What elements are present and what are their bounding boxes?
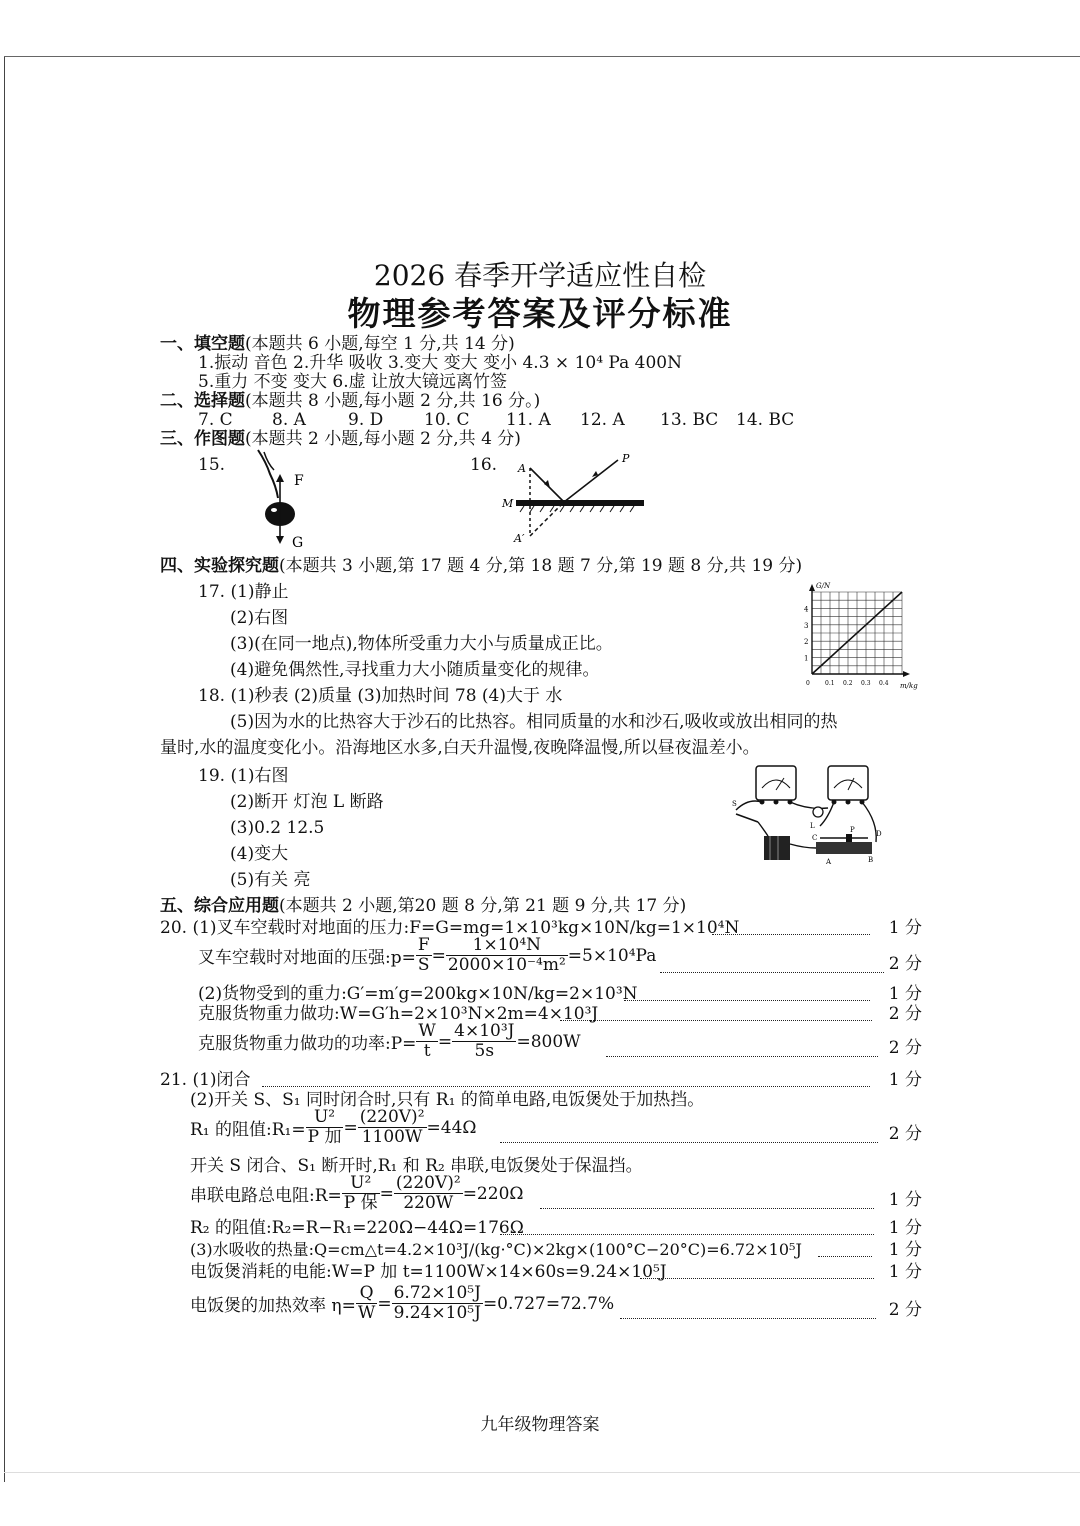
dot-leader: [560, 1008, 872, 1021]
section-3-header: 三、作图题(本题共 2 小题,每小题 2 分,共 4 分): [160, 429, 521, 449]
score: 2 分: [888, 954, 922, 974]
arrowhead: [544, 480, 550, 488]
apple-highlight: [271, 508, 277, 512]
section-1-answers-line2: 5.重力 不变 变大 6.虚 让放大镜远离竹签: [198, 372, 508, 392]
score: 2 分: [888, 1038, 922, 1058]
q21-total-resistance-formula: 串联电路总电阻:R= $\frac{\text{U²}}{\text{P 保}}$ = $\frac{\text{(220V)²}}{220W}$ =220Ω: [190, 1173, 524, 1213]
wire: [790, 802, 828, 808]
dot-leader: [712, 922, 870, 935]
dot-leader: [500, 1130, 878, 1143]
x-tick-label: 0.1: [825, 680, 835, 687]
circuit-label-d: D: [876, 830, 882, 838]
dot-leader: [624, 988, 870, 1001]
y-axis-arrow: [809, 584, 815, 591]
q21-r1-formula: R₁ 的阻值:R₁= $\frac{\text{U²}}{\text{P 加}}$ = $\frac{\text{(220V)²}}{1100W}$ =44Ω: [190, 1107, 477, 1147]
answer-item: 10. C: [424, 410, 470, 430]
q18-line2: (5)因为水的比热容大于沙石的比热容。相同质量的水和沙石,吸收或放出相同的热: [230, 712, 838, 732]
section-1-answers-line1: 1.振动 音色 2.升华 吸收 3.变大 变大 变小 4.3 × 10⁴ Pa 400N: [198, 353, 682, 373]
mirror-m-label: M: [502, 497, 514, 510]
y-tick-label: 4: [804, 605, 809, 614]
dot-leader: [262, 1074, 870, 1087]
score: 1 分: [888, 984, 922, 1004]
score: 1 分: [888, 1218, 922, 1238]
answer-item: 13. BC: [660, 410, 719, 430]
force-g-label: G: [292, 535, 304, 551]
section-4-header: 四、实验探究题(本题共 3 小题,第 17 题 4 分,第 18 题 7 分,第 19 题 8 分,共 19 分): [160, 556, 803, 576]
circuit-label-p: P: [850, 826, 855, 834]
q19-line3: (3)0.2 12.5: [230, 818, 325, 838]
circuit-diagram: [728, 762, 898, 872]
fig16-mirror-diagram: [494, 450, 654, 546]
answer-item: 11. A: [506, 410, 551, 430]
q17-line3: (3)(在同一地点),物体所受重力大小与质量成正比。: [230, 634, 613, 654]
x-axis-label: m/kg: [900, 682, 918, 690]
dot-leader: [500, 1222, 874, 1235]
dot-leader: [620, 1306, 876, 1319]
q21-efficiency-formula: 电饭煲的加热效率 η= $\frac{Q}{W}$ = $\frac{\text{6.72×10⁵J}}{\text{9.24×10⁵J}}$ =0.727=72.7%: [190, 1283, 615, 1323]
answer-item: 9. D: [348, 410, 384, 430]
voltmeter-icon: [756, 766, 796, 800]
dot-leader: [818, 1244, 872, 1257]
q20-power-formula: 克服货物重力做功的功率:P= $\frac{W}{t}$ = $\frac{\text{4×10³J}}{5s}$ =800W: [198, 1021, 581, 1061]
fig15-force-diagram: [250, 448, 330, 552]
section-5-header: 五、综合应用题(本题共 2 小题,第20 题 8 分,第 21 题 9 分,共 17 分): [160, 896, 687, 916]
circuit-label-b: B: [868, 856, 874, 864]
section-1-header: 一、填空题(本题共 6 小题,每空 1 分,共 14 分): [160, 334, 515, 354]
circuit-label-s: S: [732, 800, 737, 808]
score: 2 分: [888, 1300, 922, 1320]
g-m-graph: [800, 578, 928, 692]
answer-key-title: 物理参考答案及评分标准: [347, 294, 733, 333]
y-tick-label: 1: [804, 654, 809, 663]
point-a-label: A: [518, 462, 526, 475]
point-p-label: P: [622, 452, 630, 465]
circuit-label-c: C: [812, 834, 818, 842]
score: 1 分: [888, 1190, 922, 1210]
q21-line7: (3)水吸收的热量:Q=cm△t=4.2×10³J/(kg·°C)×2kg×(100°C−20°C)=6.72×10⁵J: [190, 1240, 802, 1259]
q21-line2: (2)开关 S、S₁ 同时闭合时,只有 R₁ 的简单电路,电饭煲处于加热挡。: [190, 1090, 705, 1110]
branch-line: [258, 450, 278, 498]
page-border-bottom: [4, 1472, 1080, 1473]
battery-icon: [764, 836, 790, 860]
reflected-ray: [564, 460, 618, 502]
dot-leader: [660, 960, 884, 973]
dot-leader: [540, 1196, 874, 1209]
q19-line1: 19. (1)右图: [198, 766, 289, 786]
y-tick-label: 3: [804, 621, 809, 630]
page-border-top: [4, 56, 1080, 57]
q17-line4: (4)避免偶然性,寻找重力大小随质量变化的规律。: [230, 660, 600, 680]
force-f-label: F: [294, 473, 304, 489]
dot-leader: [640, 1266, 874, 1279]
q19-line4: (4)变大: [230, 844, 289, 864]
x-tick-label: 0.2: [843, 680, 853, 687]
q21-line8: 电饭煲消耗的电能:W=P 加 t=1100W×14×60s=9.24×10⁵J: [190, 1262, 667, 1282]
q19-line5: (5)有关 亮: [230, 870, 311, 890]
mirror-surface: [516, 500, 644, 506]
q18-line1: 18. (1)秒表 (2)质量 (3)加热时间 78 (4)大于 水: [198, 686, 563, 706]
question-16-label: 16.: [470, 455, 498, 475]
question-15-label: 15.: [198, 455, 226, 475]
q21-line4: 开关 S 闭合、S₁ 断开时,R₁ 和 R₂ 串联,电饭煲处于保温挡。: [190, 1156, 643, 1176]
circuit-label-a: A: [826, 858, 832, 866]
score: 2 分: [888, 1124, 922, 1144]
q18-line3: 量时,水的温度变化小。沿海地区水多,白天升温慢,夜晚降温慢,所以昼夜温差小。: [160, 738, 760, 758]
y-tick-label: 2: [804, 638, 809, 647]
wire: [736, 801, 762, 810]
q20-line4: 克服货物重力做功:W=G′h=2×10³N×2m=4×10³J: [198, 1004, 599, 1024]
arrowhead: [276, 536, 284, 544]
ammeter-icon: [828, 766, 868, 800]
q17-line1: 17. (1)静止: [198, 582, 289, 602]
answer-item: 12. A: [580, 410, 625, 430]
switch-icon: [736, 814, 758, 822]
q21-line6: R₂ 的阻值:R₂=R−R₁=220Ω−44Ω=176Ω: [190, 1218, 524, 1238]
wire: [790, 844, 816, 848]
x-tick-label: 0: [806, 680, 810, 687]
slider-icon: [846, 834, 852, 842]
x-tick-label: 0.4: [879, 680, 889, 687]
arrowhead: [276, 474, 284, 482]
wire: [862, 802, 876, 842]
q19-line2: (2)断开 灯泡 L 断路: [230, 792, 384, 812]
q17-line2: (2)右图: [230, 608, 289, 628]
score: 1 分: [888, 1240, 922, 1260]
rheostat-icon: [816, 842, 872, 854]
dot-leader: [606, 1044, 878, 1057]
score: 1 分: [888, 1070, 922, 1090]
score: 1 分: [888, 1262, 922, 1282]
x-tick-label: 0.3: [861, 680, 871, 687]
page-footer: 九年级物理答案: [480, 1415, 600, 1435]
answer-item: 8. A: [272, 410, 306, 430]
x-axis-arrow: [903, 671, 910, 677]
score: 1 分: [888, 918, 922, 938]
bulb-icon: [813, 807, 823, 817]
virtual-ray: [530, 502, 564, 536]
image-a-label: A′: [514, 532, 525, 545]
answer-item: 7. C: [198, 410, 233, 430]
exam-title: 2026 春季开学适应性自检: [373, 259, 707, 292]
y-axis-label: G/N: [816, 582, 831, 590]
q20-pressure-formula: 叉车空载时对地面的压强:p= $\frac{F}{S}$ = $\frac{\text{1×10⁴N}}{\text{2000×10⁻⁴m²}}$ =5×10⁴Pa: [198, 935, 657, 975]
q20-line1: 20. (1)叉车空载时对地面的压力:F=G=mg=1×10³kg×10N/kg=1×10⁴N: [160, 918, 740, 938]
wire: [758, 822, 768, 836]
answer-item: 14. BC: [736, 410, 795, 430]
score: 2 分: [888, 1004, 922, 1024]
section-2-header: 二、选择题(本题共 8 小题,每小题 2 分,共 16 分。): [160, 391, 541, 411]
q21-line1: 21. (1)闭合: [160, 1070, 251, 1090]
circuit-label-l: L: [810, 822, 815, 830]
section-2-answers: [198, 410, 794, 430]
q20-line3: (2)货物受到的重力:G′=m′g=200kg×10N/kg=2×10³N: [198, 984, 638, 1004]
